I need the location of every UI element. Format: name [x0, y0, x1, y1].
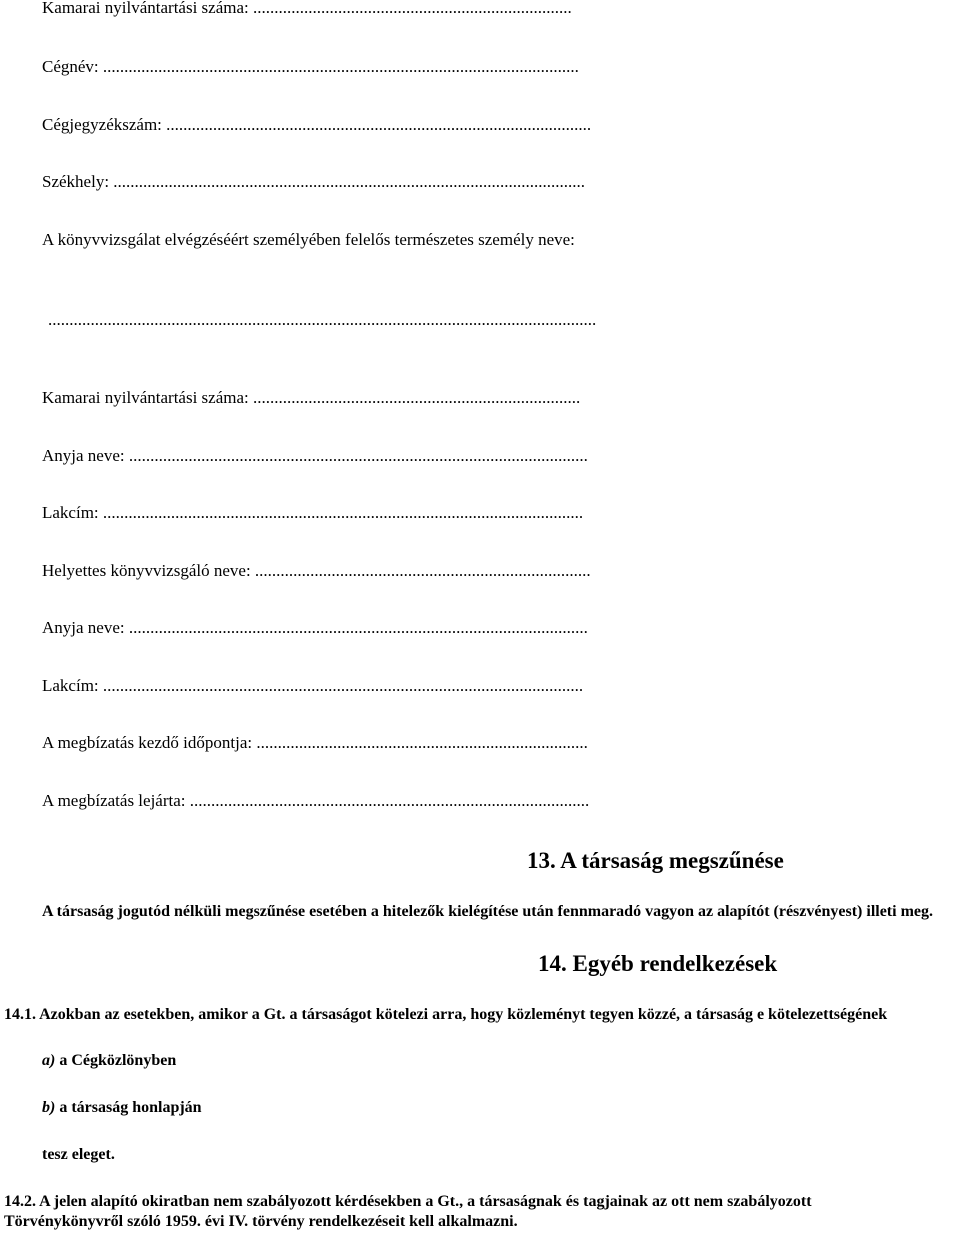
field-responsible-auditor-name: .................................................................................................................................: [48, 310, 597, 329]
section-14-2-line-1: 14.2. A jelen alapító okiratban nem szabályozott kérdésekben a Gt., a társaságnak és tagjainak az ott nem szabályozott: [4, 1193, 812, 1210]
field-registered-office: Székhely: ...............................................................................................................: [42, 172, 586, 191]
field-mandate-start: A megbízatás kezdő időpontja: ..............................................................................: [42, 733, 588, 752]
field-mother-name: Anyja neve: ............................................................................................................: [42, 446, 588, 465]
list-item-b-letter: b): [42, 1099, 56, 1116]
field-deputy-mother-name: Anyja neve: ............................................................................................................: [42, 618, 588, 637]
section-14-1-text: 14.1. Azokban az esetekben, amikor a Gt. a társaságot kötelezi arra, hogy közleményt tegyen közzé, a társaság e kötelezettségének: [4, 1006, 888, 1023]
section-14-1-closing: tesz eleget.: [42, 1146, 115, 1163]
field-company-name: Cégnév: ................................................................................................................: [42, 57, 579, 76]
field-auditor-chamber-registration-number: Kamarai nyilvántartási száma: .............................................................................: [42, 388, 581, 407]
section-14-heading: 14. Egyéb rendelkezések: [538, 951, 778, 976]
list-item-b-text: a társaság honlapján: [55, 1099, 202, 1116]
list-item-a-letter: a): [42, 1052, 56, 1069]
section-14-2-line-2: Törvénykönyvről szóló 1959. évi IV. törvény rendelkezéseit kell alkalmazni.: [4, 1213, 518, 1230]
field-chamber-registration-number: Kamarai nyilvántartási száma: ...........................................................................: [42, 0, 572, 17]
field-deputy-address: Lakcím: .................................................................................................................: [42, 676, 584, 695]
field-company-registration-number: Cégjegyzékszám: ....................................................................................................: [42, 115, 592, 134]
field-mandate-end: A megbízatás lejárta: ..............................................................................................: [42, 791, 590, 810]
section-13-heading: 13. A társaság megszűnése: [527, 848, 784, 873]
list-item-a-text: a Cégközlönyben: [55, 1052, 177, 1069]
list-item-b: [42, 1098, 202, 1118]
field-address: Lakcím: .................................................................................................................: [42, 503, 584, 522]
field-deputy-auditor-name: Helyettes könyvvizsgáló neve: ...............................................................................: [42, 561, 591, 580]
field-responsible-auditor-label: A könyvvizsgálat elvégzéséért személyében felelős természetes személy neve:: [42, 230, 575, 249]
section-13-text: A társaság jogutód nélküli megszűnése esetében a hitelezők kielégítése után fennmaradó vagyon az alapítót (részvényest) illeti meg.: [42, 903, 934, 920]
list-item-a: [42, 1051, 176, 1071]
